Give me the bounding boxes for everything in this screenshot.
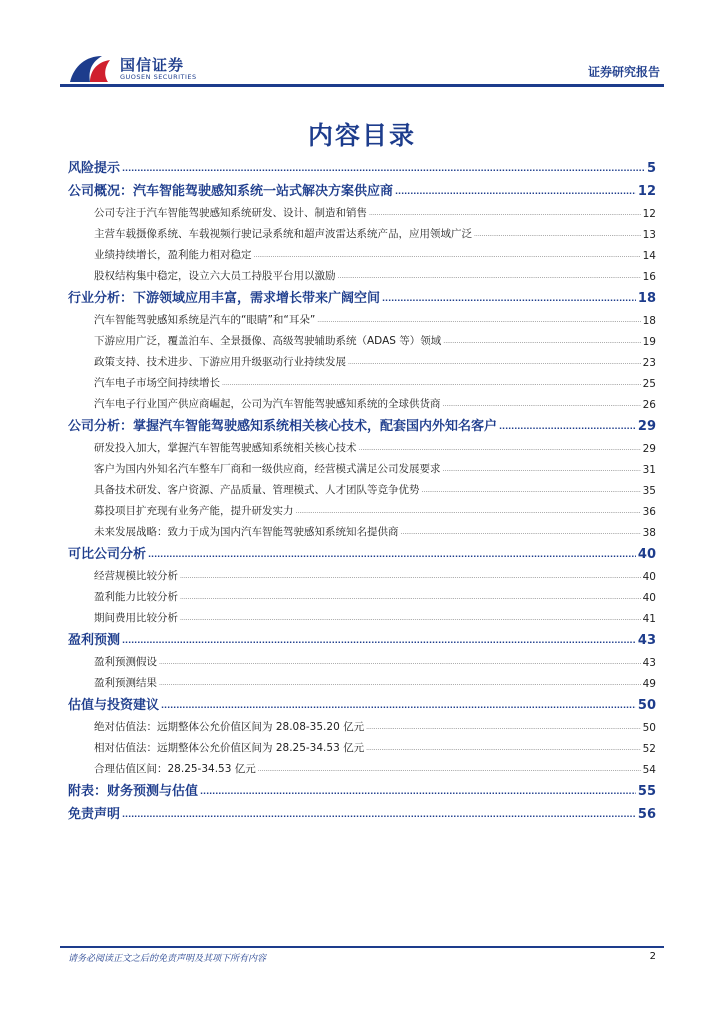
toc-leader-dots bbox=[222, 380, 641, 387]
toc-leader-dots bbox=[499, 422, 636, 431]
toc-section-entry[interactable] bbox=[68, 176, 656, 199]
toc-entry-title: 盈利预测结果 bbox=[94, 677, 157, 689]
toc-leader-dots bbox=[443, 466, 641, 473]
toc-entry-title: 具备技术研发、客户资源、产品质量、管理模式、人才团队等竞争优势 bbox=[94, 484, 420, 496]
toc-entry-title: 研发投入加大，掌握汽车智能驾驶感知系统相关核心技术 bbox=[94, 442, 357, 454]
toc-leader-dots bbox=[395, 187, 636, 196]
toc-entry-title: 行业分析：下游领域应用丰富，需求增长带来广阔空间 bbox=[68, 291, 381, 306]
toc-entry-title: 盈利预测 bbox=[68, 633, 121, 648]
toc-leader-dots bbox=[443, 338, 640, 345]
toc-entry-page-number: 12 bbox=[642, 208, 656, 220]
toc-subsection-entry[interactable] bbox=[68, 755, 656, 776]
toc-entry-title: 风险提示 bbox=[68, 161, 121, 176]
toc-leader-dots bbox=[161, 701, 636, 710]
toc-subsection-entry[interactable] bbox=[68, 583, 656, 604]
toc-entry-page-number: 18 bbox=[637, 291, 656, 306]
toc-entry-page-number: 56 bbox=[637, 807, 656, 822]
toc-entry-page-number: 43 bbox=[642, 657, 656, 669]
toc-entry-page-number: 35 bbox=[642, 485, 656, 497]
toc-entry-page-number: 16 bbox=[642, 271, 656, 283]
toc-leader-dots bbox=[180, 594, 641, 601]
toc-leader-dots bbox=[258, 766, 641, 773]
toc-section-entry[interactable] bbox=[68, 690, 656, 713]
toc-leader-dots bbox=[180, 573, 641, 580]
toc-section-entry[interactable] bbox=[68, 776, 656, 799]
toc-entry-title: 估值与投资建议 bbox=[68, 698, 160, 713]
toc-entry-page-number: 43 bbox=[637, 633, 656, 648]
toc-subsection-entry[interactable] bbox=[68, 369, 656, 390]
toc-leader-dots bbox=[122, 636, 636, 645]
toc-entry-page-number: 5 bbox=[646, 161, 656, 176]
toc-leader-dots bbox=[366, 724, 641, 731]
guosen-logo bbox=[68, 52, 208, 88]
toc-leader-dots bbox=[382, 294, 636, 303]
toc-subsection-entry[interactable] bbox=[68, 306, 656, 327]
toc-entry-title: 公司概况：汽车智能驾驶感知系统一站式解决方案供应商 bbox=[68, 184, 394, 199]
toc-entry-page-number: 25 bbox=[642, 378, 656, 390]
toc-entry-page-number: 26 bbox=[642, 399, 656, 411]
toc-subsection-entry[interactable] bbox=[68, 476, 656, 497]
page-title: 内容目录 bbox=[307, 121, 416, 150]
toc-entry-page-number: 19 bbox=[642, 336, 656, 348]
toc-entry-title: 盈利能力比较分析 bbox=[94, 591, 178, 603]
toc-entry-title: 股权结构集中稳定，设立六大员工持股平台用以激励 bbox=[94, 270, 336, 282]
toc-leader-dots bbox=[359, 445, 641, 452]
toc-entry-page-number: 23 bbox=[642, 357, 656, 369]
toc-entry-page-number: 55 bbox=[637, 784, 656, 799]
toc-entry-title: 免责声明 bbox=[68, 807, 121, 822]
toc-entry-title: 业绩持续增长，盈利能力相对稳定 bbox=[94, 249, 252, 261]
toc-subsection-entry[interactable] bbox=[68, 241, 656, 262]
toc-entry-title: 公司分析：掌握汽车智能驾驶感知系统相关核心技术，配套国内外知名客户 bbox=[68, 419, 498, 434]
toc-subsection-entry[interactable] bbox=[68, 390, 656, 411]
toc-leader-dots bbox=[474, 231, 641, 238]
toc-leader-dots bbox=[122, 810, 636, 819]
toc-entry-page-number: 54 bbox=[642, 764, 656, 776]
toc-entry-page-number: 49 bbox=[642, 678, 656, 690]
toc-entry-page-number: 50 bbox=[637, 698, 656, 713]
toc-leader-dots bbox=[159, 680, 641, 687]
toc-section-entry[interactable] bbox=[68, 625, 656, 648]
toc-entry-title: 未来发展战略：致力于成为国内汽车智能驾驶感知系统知名提供商 bbox=[94, 526, 399, 538]
toc-entry-title: 下游应用广泛，覆盖泊车、全景摄像、高级驾驶辅助系统（ADAS 等）领域 bbox=[94, 335, 442, 347]
toc-entry-page-number: 40 bbox=[642, 592, 656, 604]
toc-subsection-entry[interactable] bbox=[68, 455, 656, 476]
toc-subsection-entry[interactable] bbox=[68, 562, 656, 583]
toc-leader-dots bbox=[148, 550, 636, 559]
toc-section-entry[interactable] bbox=[68, 153, 656, 176]
toc-subsection-entry[interactable] bbox=[68, 518, 656, 539]
toc-entry-page-number: 29 bbox=[642, 443, 656, 455]
toc-subsection-entry[interactable] bbox=[68, 199, 656, 220]
header-divider bbox=[60, 84, 664, 87]
toc-subsection-entry[interactable] bbox=[68, 434, 656, 455]
table-of-contents bbox=[68, 153, 656, 822]
toc-leader-dots bbox=[254, 252, 641, 259]
toc-entry-title: 汽车电子市场空间持续增长 bbox=[94, 377, 220, 389]
toc-leader-dots bbox=[348, 359, 641, 366]
toc-entry-title: 汽车电子行业国产供应商崛起，公司为汽车智能驾驶感知系统的全球供货商 bbox=[94, 398, 441, 410]
report-type-label: 证券研究报告 bbox=[587, 65, 660, 79]
toc-subsection-entry[interactable] bbox=[68, 734, 656, 755]
toc-leader-dots bbox=[401, 529, 641, 536]
toc-entry-title: 盈利预测假设 bbox=[94, 656, 157, 668]
toc-entry-page-number: 41 bbox=[642, 613, 656, 625]
toc-entry-page-number: 29 bbox=[637, 419, 656, 434]
toc-subsection-entry[interactable] bbox=[68, 220, 656, 241]
page-number: 2 bbox=[649, 951, 656, 962]
toc-subsection-entry[interactable] bbox=[68, 262, 656, 283]
page-header bbox=[0, 0, 724, 90]
toc-leader-dots bbox=[443, 401, 641, 408]
toc-subsection-entry[interactable] bbox=[68, 604, 656, 625]
toc-leader-dots bbox=[317, 317, 640, 324]
logo-chinese-name: 国信证券 bbox=[120, 56, 185, 74]
toc-entry-title: 经营规模比较分析 bbox=[94, 570, 178, 582]
toc-entry-title: 公司专注于汽车智能驾驶感知系统研发、设计、制造和销售 bbox=[94, 207, 367, 219]
toc-entry-title: 汽车智能驾驶感知系统是汽车的“眼睛”和“耳朵” bbox=[94, 314, 316, 326]
toc-leader-dots bbox=[338, 273, 641, 280]
toc-leader-dots bbox=[159, 659, 641, 666]
toc-subsection-entry[interactable] bbox=[68, 348, 656, 369]
toc-section-entry[interactable] bbox=[68, 283, 656, 306]
toc-entry-page-number: 40 bbox=[642, 571, 656, 583]
toc-entry-page-number: 12 bbox=[637, 184, 656, 199]
footer-disclaimer-note: 请务必阅读正文之后的免责声明及其项下所有内容 bbox=[68, 954, 267, 964]
guosen-logo-icon bbox=[68, 52, 112, 86]
toc-entry-page-number: 38 bbox=[642, 527, 656, 539]
toc-leader-dots bbox=[180, 615, 641, 622]
toc-subsection-entry[interactable] bbox=[68, 713, 656, 734]
footer-divider bbox=[60, 946, 664, 948]
toc-entry-page-number: 31 bbox=[642, 464, 656, 476]
toc-section-entry[interactable] bbox=[68, 799, 656, 822]
toc-entry-page-number: 36 bbox=[642, 506, 656, 518]
toc-entry-title: 相对估值法：远期整体公允价值区间为 28.25-34.53 亿元 bbox=[94, 742, 365, 754]
toc-leader-dots bbox=[366, 745, 641, 752]
toc-entry-title: 主营车载摄像系统、车载视频行驶记录系统和超声波雷达系统产品，应用领域广泛 bbox=[94, 228, 472, 240]
toc-entry-page-number: 50 bbox=[642, 722, 656, 734]
toc-subsection-entry[interactable] bbox=[68, 497, 656, 518]
toc-entry-title: 附表：财务预测与估值 bbox=[68, 784, 199, 799]
toc-entry-title: 可比公司分析 bbox=[68, 547, 147, 562]
logo-english-name: GUOSEN SECURITIES bbox=[120, 73, 197, 81]
toc-leader-dots bbox=[296, 508, 641, 515]
toc-entry-page-number: 13 bbox=[642, 229, 656, 241]
toc-entry-title: 政策支持、技术进步、下游应用升级驱动行业持续发展 bbox=[94, 356, 346, 368]
toc-entry-page-number: 14 bbox=[642, 250, 656, 262]
toc-subsection-entry[interactable] bbox=[68, 669, 656, 690]
toc-entry-page-number: 40 bbox=[637, 547, 656, 562]
toc-entry-title: 合理估值区间：28.25-34.53 亿元 bbox=[94, 763, 256, 775]
toc-leader-dots bbox=[122, 164, 645, 173]
toc-subsection-entry[interactable] bbox=[68, 327, 656, 348]
toc-entry-page-number: 18 bbox=[642, 315, 656, 327]
toc-subsection-entry[interactable] bbox=[68, 648, 656, 669]
toc-leader-dots bbox=[200, 787, 636, 796]
toc-section-entry[interactable] bbox=[68, 539, 656, 562]
toc-entry-title: 募投项目扩充现有业务产能，提升研发实力 bbox=[94, 505, 294, 517]
toc-leader-dots bbox=[369, 210, 641, 217]
toc-entry-title: 绝对估值法：远期整体公允价值区间为 28.08-35.20 亿元 bbox=[94, 721, 365, 733]
toc-entry-title: 客户为国内外知名汽车整车厂商和一级供应商，经营模式满足公司发展要求 bbox=[94, 463, 441, 475]
toc-entry-page-number: 52 bbox=[642, 743, 656, 755]
toc-leader-dots bbox=[422, 487, 641, 494]
toc-entry-title: 期间费用比较分析 bbox=[94, 612, 178, 624]
toc-section-entry[interactable] bbox=[68, 411, 656, 434]
